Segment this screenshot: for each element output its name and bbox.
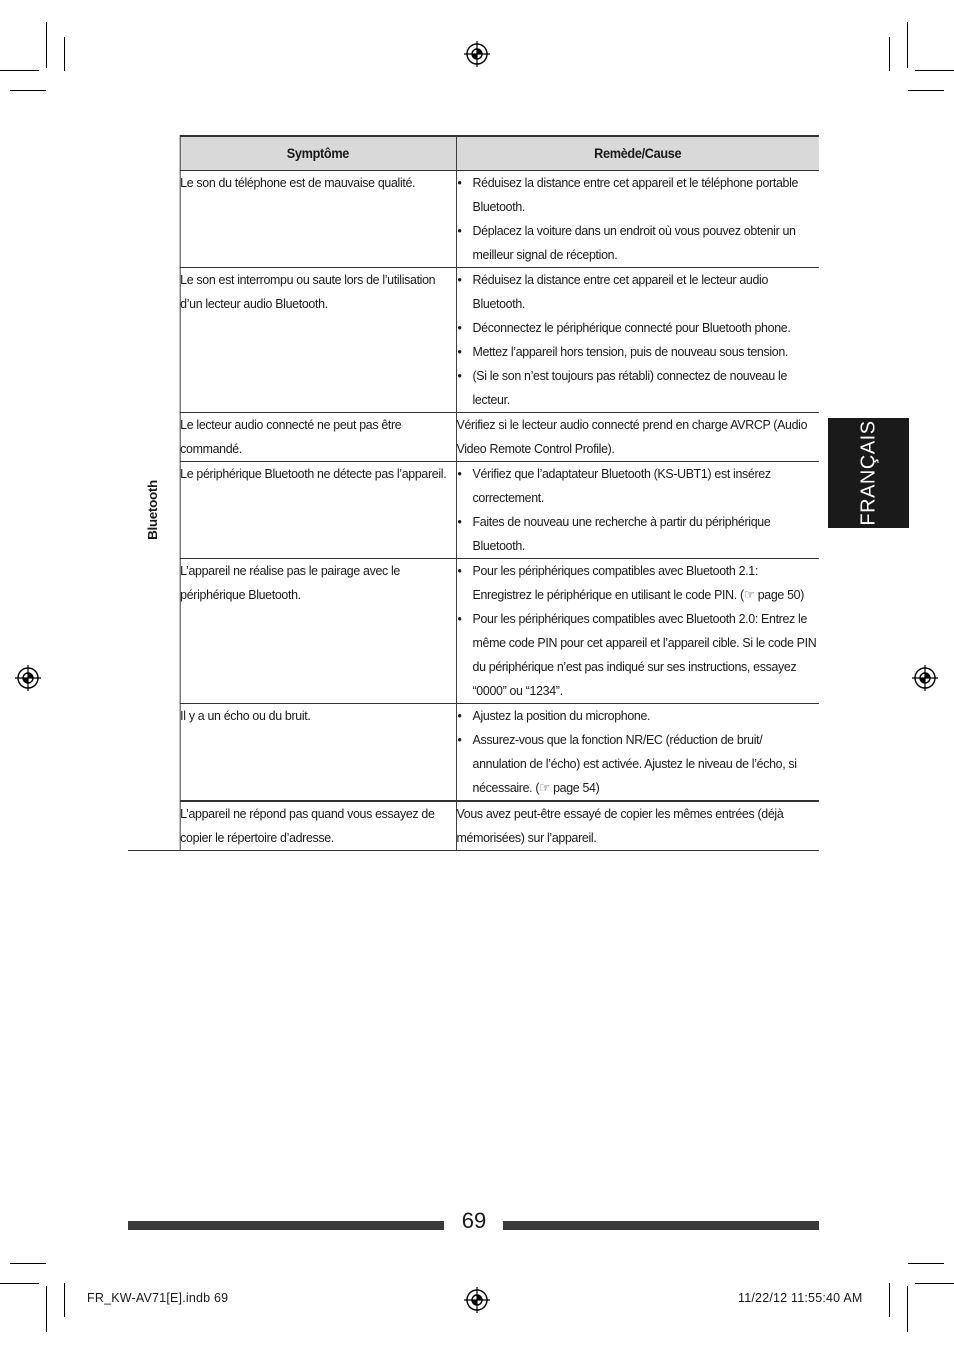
table-row — [128, 801, 819, 851]
symptom-cell: L’appareil ne répond pas quand vous essayez de copier le répertoire d’adresse. — [180, 801, 456, 851]
remedy-item: • Réduisez la distance entre cet appareil et le téléphone portable Bluetooth. — [457, 171, 819, 219]
remedy-item: • Vérifiez que l’adaptateur Bluetooth (KS-UBT1) est insérez correctement. — [457, 462, 819, 510]
symptom-cell: Il y a un écho ou du bruit. — [180, 704, 456, 802]
remedy-item: • Déconnectez le périphérique connecté pour Bluetooth phone. — [457, 316, 819, 340]
remedy-item: • Pour les périphériques compatibles avec Bluetooth 2.1: Enregistrez le périphérique en utilisant le code PIN. (☞ page 50) — [457, 559, 819, 607]
table-row — [128, 462, 819, 559]
remedy-item: • Déplacez la voiture dans un endroit où vous pouvez obtenir un meilleur signal de réception. — [457, 219, 819, 267]
page-number: 69 — [461, 1208, 487, 1233]
footer-datetime: 11/22/12 11:55:40 AM — [738, 1291, 863, 1305]
table-row — [128, 704, 819, 802]
remedy-cell — [456, 704, 819, 802]
language-tab — [828, 418, 909, 528]
remedy-item: • Ajustez la position du microphone. — [457, 704, 819, 728]
language-tab-label: FRANÇAIS — [857, 420, 879, 526]
registration-mark-icon — [912, 665, 938, 691]
remedy-cell: Vérifiez si le lecteur audio connecté prend en charge AVRCP (Audio Video Remote Control Profile). — [456, 413, 819, 462]
remedy-item: • Assurez-vous que la fonction NR/EC (réduction de bruit/ annulation de l’écho) est activée. Ajustez le niveau de l’écho, si nécessaire. (☞ page 54) — [457, 728, 819, 800]
table-row — [128, 268, 819, 413]
remedy-item: • (Si le son n’est toujours pas rétabli) connectez de nouveau le lecteur. — [457, 364, 819, 412]
table-row — [128, 559, 819, 704]
table-corner — [128, 136, 180, 171]
header-remedy: Remède/Cause — [456, 136, 819, 171]
troubleshooting-table — [128, 135, 819, 851]
page-bar-left — [128, 1221, 444, 1230]
footer-file: FR_KW-AV71[E].indb 69 — [87, 1291, 229, 1305]
remedy-item: • Pour les périphériques compatibles avec Bluetooth 2.0: Entrez le même code PIN pour cet appareil et l’appareil cible. Si le code PIN du périphérique n’est pas indiqué sur ses instructions, essayez “0000” ou “1234”. — [457, 607, 819, 703]
page-bar-right — [503, 1221, 819, 1230]
symptom-cell: Le lecteur audio connecté ne peut pas être commandé. — [180, 413, 456, 462]
symptom-cell: L’appareil ne réalise pas le pairage avec le périphérique Bluetooth. — [180, 559, 456, 704]
table-row — [128, 171, 819, 268]
remedy-cell: Vous avez peut-être essayé de copier les mêmes entrées (déjà mémorisées) sur l’appareil. — [456, 801, 819, 851]
remedy-item: • Faites de nouveau une recherche à partir du périphérique Bluetooth. — [457, 510, 819, 558]
header-symptom: Symptôme — [180, 136, 456, 171]
registration-mark-icon — [15, 665, 41, 691]
registration-mark-icon — [464, 41, 490, 67]
symptom-cell: Le périphérique Bluetooth ne détecte pas l’appareil. — [180, 462, 456, 559]
remedy-cell — [456, 171, 819, 268]
remedy-item: • Réduisez la distance entre cet appareil et le lecteur audio Bluetooth. — [457, 268, 819, 316]
remedy-cell — [456, 559, 819, 704]
table-row — [128, 413, 819, 462]
remedy-item: • Mettez l’appareil hors tension, puis de nouveau sous tension. — [457, 340, 819, 364]
category-cell — [128, 171, 180, 851]
symptom-cell: Le son du téléphone est de mauvaise qualité. — [180, 171, 456, 268]
remedy-cell — [456, 462, 819, 559]
category-label: Bluetooth — [146, 480, 161, 541]
registration-mark-icon — [464, 1287, 490, 1313]
remedy-cell — [456, 268, 819, 413]
symptom-cell: Le son est interrompu ou saute lors de l’utilisation d’un lecteur audio Bluetooth. — [180, 268, 456, 413]
